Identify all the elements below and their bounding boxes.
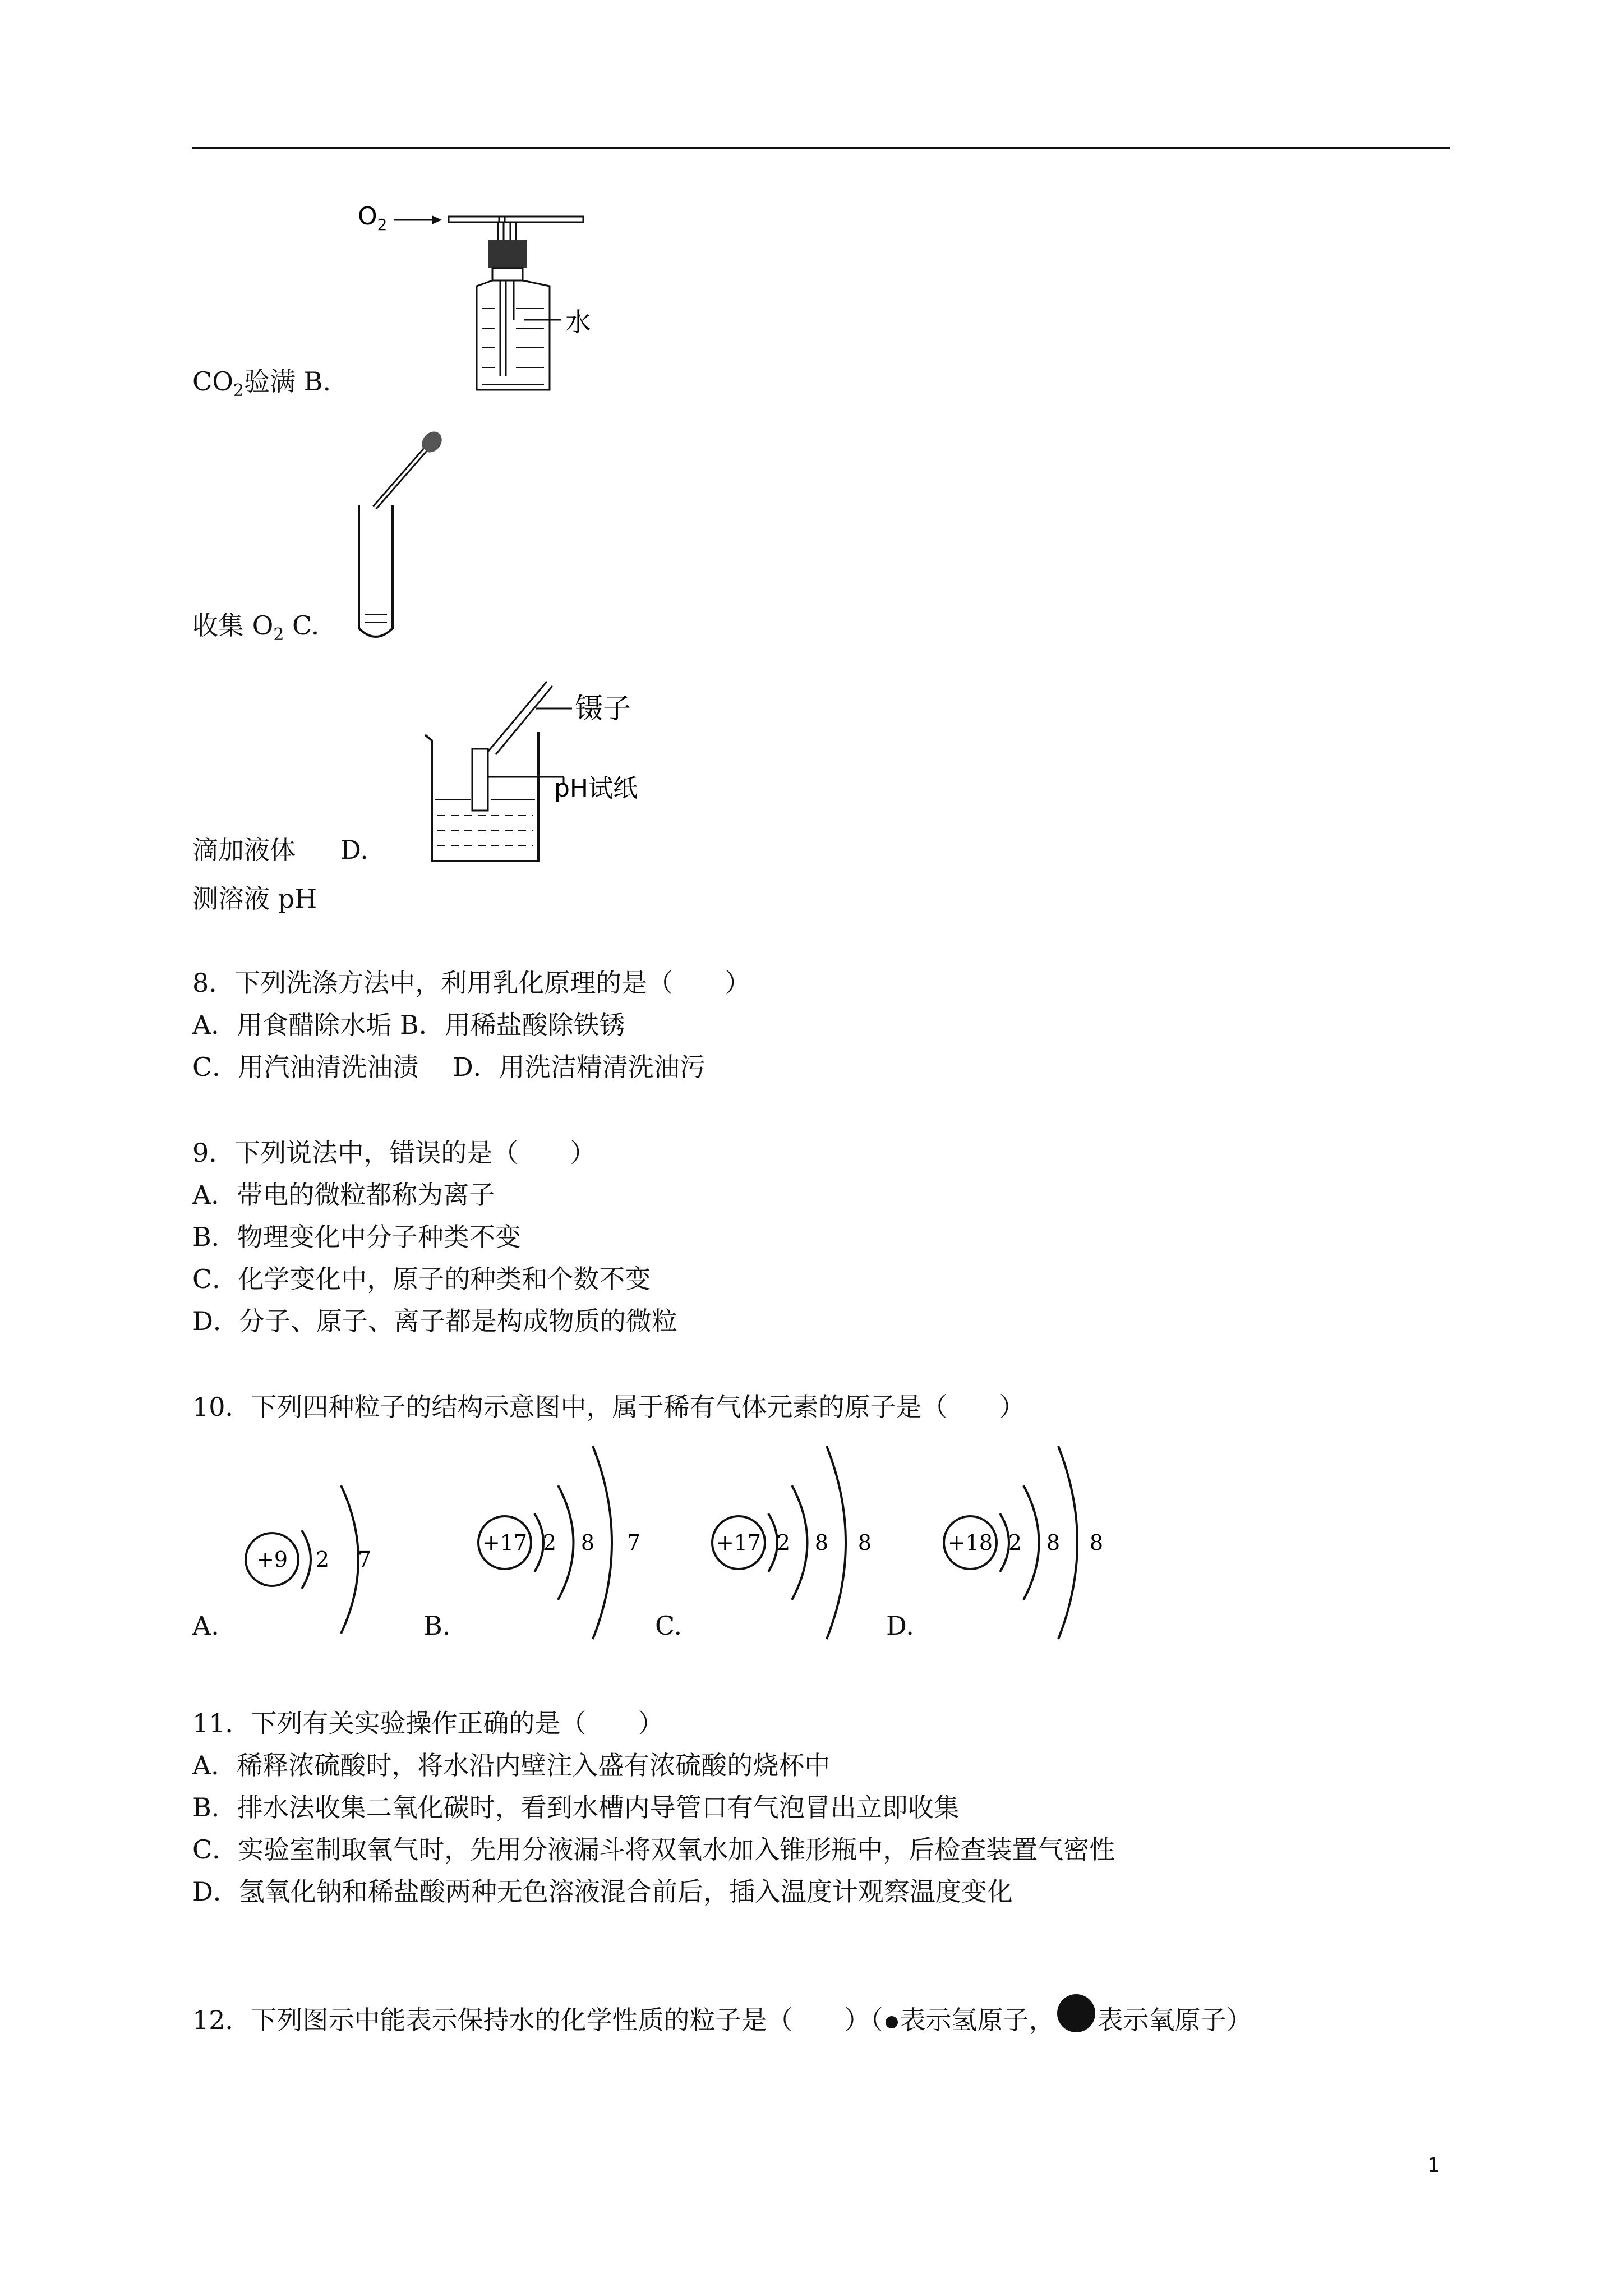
q11-option: B．排水法收集二氧化碳时，看到水槽内导管口有气泡冒出立即收集: [192, 1792, 960, 1823]
q9-stem: 9．下列说法中，错误的是（ ）: [192, 1138, 596, 1168]
gas-label: $O_2$: [358, 202, 388, 234]
q10-stem: 10．下列四种粒子的结构示意图中，属于稀有气体元素的原子是（ ）: [192, 1392, 1025, 1422]
dropper-figure: [348, 426, 449, 639]
electron-count: 8: [1089, 1530, 1104, 1555]
electron-count: 2: [315, 1547, 330, 1572]
electron-count: 8: [814, 1530, 829, 1555]
water-label: 水: [565, 307, 591, 337]
atom-diagram-c: [702, 1436, 887, 1649]
q11-option: A．稀释浓硫酸时，将水沿内壁注入盛有浓硫酸的烧杯中: [192, 1750, 831, 1780]
q9-option: D．分子、原子、离子都是构成物质的微粒: [192, 1306, 677, 1336]
tweezers-label: 镊子: [575, 692, 631, 725]
oxygen-atom-icon: [1057, 1994, 1095, 2032]
page-number: 1: [1427, 2154, 1440, 2177]
electron-count: 8: [1046, 1530, 1061, 1555]
ph-test-figure: [415, 670, 651, 872]
q10-option-letter-b: B.: [423, 1611, 451, 1641]
nucleus-charge: +17: [482, 1530, 528, 1555]
q7-caption-d: 测溶液 pH: [192, 884, 317, 914]
q9-option: A．带电的微粒都称为离子: [192, 1180, 495, 1210]
q11-stem: 11．下列有关实验操作正确的是（ ）: [192, 1708, 664, 1738]
electron-count: 7: [357, 1547, 372, 1572]
q8-options-line2: C．用汽油清洗油渍 D．用洗洁精清洗油污: [192, 1052, 706, 1082]
ph-paper-label: pH试纸: [554, 774, 638, 803]
header-rule: [192, 147, 1450, 149]
gas-bottle-figure: [348, 196, 617, 398]
q11-option: C．实验室制取氧气时，先用分液漏斗将双氧水加入锥形瓶中，后检查装置气密性: [192, 1834, 1115, 1865]
q10-option-letter-d: D.: [886, 1611, 914, 1641]
electron-count: 8: [580, 1530, 595, 1555]
nucleus-charge: +9: [256, 1547, 288, 1572]
electron-count: 7: [626, 1530, 641, 1555]
electron-count: 2: [542, 1530, 557, 1555]
q8-stem: 8．下列洗涤方法中，利用乳化原理的是（ ）: [192, 968, 751, 998]
q7-caption-a: $CO_2$验满 B.: [192, 366, 331, 401]
hydrogen-atom-icon: [886, 2016, 898, 2028]
electron-count: 2: [776, 1530, 791, 1555]
atom-diagram-b: [468, 1436, 653, 1649]
electron-count: 2: [1008, 1530, 1022, 1555]
q12-stem: 12．下列图示中能表示保持水的化学性质的粒子是（ ）（ 表示氢原子， 表示氧原子）: [192, 1994, 1252, 2037]
q9-option: C．化学变化中，原子的种类和个数不变: [192, 1264, 651, 1294]
q7-caption-c: 滴加液体 D.: [192, 835, 368, 865]
electron-count: 8: [857, 1530, 872, 1555]
q10-option-letter-c: C.: [655, 1611, 683, 1641]
q8-options-line1: A．用食醋除水垢 B．用稀盐酸除铁锈: [192, 1010, 625, 1040]
nucleus-charge: +17: [716, 1530, 762, 1555]
q7-caption-b: 收集 $O_2$ C.: [192, 610, 320, 645]
nucleus-charge: +18: [947, 1530, 993, 1555]
q9-option: B．物理变化中分子种类不变: [192, 1222, 521, 1252]
atom-diagram-d: [934, 1436, 1119, 1649]
q10-option-letter-a: A.: [192, 1611, 219, 1641]
q11-option: D．氢氧化钠和稀盐酸两种无色溶液混合前后，插入温度计观察温度变化: [192, 1876, 1013, 1907]
atom-diagram-a: [236, 1475, 393, 1644]
